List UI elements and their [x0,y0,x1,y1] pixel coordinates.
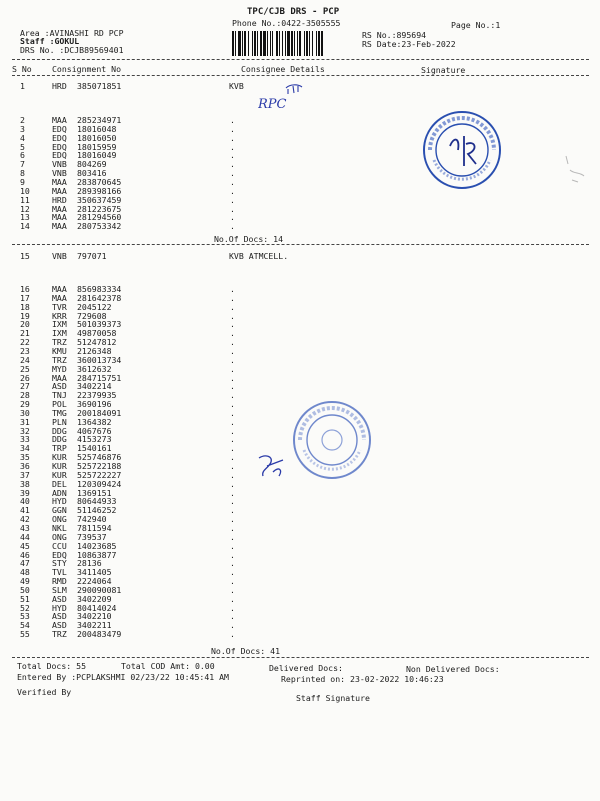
signature-dot: . [230,478,235,489]
divider [12,244,589,245]
row-consignment: 729608 [77,310,107,321]
row-sno: 23 [20,345,30,356]
row-sno: 38 [20,478,30,489]
signature-dot: . [230,620,235,631]
row-sno: 5 [20,141,25,152]
row-consignment: 281223675 [77,203,122,214]
row-code: ASD [52,381,67,392]
row-code: TRZ [52,337,67,348]
row-sno: 30 [20,407,30,418]
row-consignment: 4153273 [77,434,112,445]
row-code: TMG [52,407,67,418]
signature-dot: . [230,434,235,445]
row-code: IXM [52,319,67,330]
barcode [232,31,356,56]
non-delivered-docs: Non Delivered Docs: [406,664,500,674]
phone-number: Phone No.:0422-3505555 [232,18,341,28]
row-sno: 22 [20,337,30,348]
row-sno: 12 [20,203,30,214]
row-sno: 52 [20,602,30,613]
signature-dot: . [230,390,235,401]
row-code: HRD [52,81,67,91]
row-sno: 53 [20,611,30,622]
row-code: HRD [52,194,67,205]
row-code: TRP [52,443,67,454]
divider [12,75,589,76]
row-code: KUR [52,461,67,471]
row-sno: 21 [20,328,30,339]
signature-dot: . [230,558,235,569]
row-consignment: 1540161 [77,443,112,454]
row-code: KUR [52,452,67,463]
row-sno: 40 [20,496,30,507]
row-sno: 13 [20,212,30,223]
rs-number: RS No.:895694 [362,30,427,40]
signature-dot: . [230,593,235,604]
row-consignment: 200184091 [77,407,122,418]
rs-date: RS Date:23-Feb-2022 [362,39,456,49]
row-sno: 8 [20,168,25,179]
row-code: VNB [52,159,67,170]
signature-dot: . [230,461,235,471]
row-sno: 45 [20,540,30,551]
signature-dot: . [230,531,235,542]
total-docs: Total Docs: 55 [17,661,87,671]
row-consignment: 80414024 [77,602,117,613]
row-sno: 20 [20,319,30,330]
total-cod-amount: Total COD Amt: 0.00 [121,661,215,671]
row-sno: 51 [20,593,30,604]
table-row [0,222,600,231]
row-consignment: 3402209 [77,593,112,604]
signature-dot: . [230,203,235,214]
signature-dot: . [230,123,235,134]
row-sno: 55 [20,629,30,640]
row-sno: 48 [20,567,30,578]
row-sno: 54 [20,620,30,631]
row-code: VNB [52,251,67,261]
row-consignment: 14023685 [77,540,117,551]
row-sno: 27 [20,381,30,392]
row-consignment: 3402211 [77,620,112,631]
row-consignment: 200483479 [77,629,122,640]
row-sno: 3 [20,123,25,134]
row-code: EDQ [52,132,67,143]
row-code: ASD [52,611,67,622]
consignee-details: KVB ATMCELL. [229,251,289,261]
verified-by: Verified By [17,687,72,697]
row-sno: 34 [20,443,30,454]
signature-dot: . [230,496,235,507]
column-header-signature: Signature [421,65,466,75]
row-consignment: 4067676 [77,425,112,436]
row-consignment: 360013734 [77,354,122,365]
row-code: HYD [52,602,67,613]
row-sno: 49 [20,576,30,587]
row-consignment: 290090081 [77,584,122,595]
row-consignment: 120309424 [77,478,122,489]
row-sno: 24 [20,354,30,365]
row-code: MAA [52,221,67,232]
page-number: Page No.:1 [451,20,501,30]
signature-dot: . [230,514,235,525]
signature-dot: . [230,522,235,533]
row-code: ASD [52,593,67,604]
divider [12,59,589,60]
entered-by: Entered By :PCPLAKSHMI 02/23/22 10:45:41 AM [17,672,229,682]
signature-dot: . [230,549,235,560]
signature-dot: . [230,611,235,622]
row-sno: 25 [20,363,30,374]
divider [12,657,589,658]
column-header-sno: S No [12,64,32,74]
row-consignment: 804269 [77,159,107,170]
signature-dot: . [230,443,235,454]
row-code: MAA [52,176,67,187]
signature-dot: . [230,159,235,170]
row-sno: 18 [20,301,30,312]
row-code: TRZ [52,354,67,365]
signature-dot: . [230,141,235,152]
row-code: DDG [52,434,67,445]
column-header-consignment: Consignment No [52,64,122,74]
row-consignment: 284715751 [77,372,122,383]
signature-dot: . [230,345,235,356]
row-consignment: 797071 [77,251,107,261]
row-sno: 47 [20,558,30,569]
row-code: VNB [52,168,67,179]
row-code: MAA [52,284,67,294]
row-consignment: 18016049 [77,150,117,161]
row-code: HYD [52,496,67,507]
row-code: SLM [52,584,67,595]
row-consignment: 51146252 [77,505,117,516]
row-consignment: 739537 [77,531,107,542]
column-header-consignee: Consignee Details [241,64,325,74]
row-code: TVL [52,567,67,578]
row-sno: 26 [20,372,30,383]
row-code: POL [52,399,67,410]
signature-dot: . [230,185,235,196]
bank-seal-stamp-top [420,108,504,192]
signature-dot: . [230,576,235,587]
row-consignment: 501039373 [77,319,122,330]
row-consignment: 49870058 [77,328,117,339]
row-sno: 39 [20,487,30,498]
row-consignment: 1364382 [77,416,112,427]
handwritten-rpc-annotation [258,80,318,116]
signature-dot: . [230,416,235,427]
consignee-details: KVB [229,81,244,91]
area-label: Area :AVINASHI RD PCP [20,28,124,38]
row-sno: 46 [20,549,30,560]
row-sno: 37 [20,469,30,480]
row-consignment: 285234971 [77,115,122,125]
row-consignment: 18016048 [77,123,117,134]
row-code: ASD [52,620,67,631]
signature-dot: . [230,540,235,551]
row-code: MAA [52,372,67,383]
table-row [0,252,600,261]
row-code: RMD [52,576,67,587]
signature-dot: . [230,115,235,125]
row-code: ONG [52,531,67,542]
row-code: GGN [52,505,67,516]
row-sno: 17 [20,292,30,303]
row-code: MAA [52,212,67,223]
row-consignment: 283870645 [77,176,122,187]
row-code: STY [52,558,67,569]
row-code: MAA [52,115,67,125]
signature-dot: . [230,487,235,498]
row-consignment: 51247812 [77,337,117,348]
row-sno: 1 [20,81,25,91]
row-sno: 28 [20,390,30,401]
signature-dot: . [230,328,235,339]
barcode-bar [323,31,324,56]
row-consignment: 18016050 [77,132,117,143]
delivered-docs: Delivered Docs: [269,663,343,673]
row-code: TNJ [52,390,67,401]
row-consignment: 742940 [77,514,107,525]
row-sno: 16 [20,284,30,294]
row-code: MAA [52,185,67,196]
row-consignment: 3411405 [77,567,112,578]
row-sno: 7 [20,159,25,170]
row-consignment: 280753342 [77,221,122,232]
row-consignment: 281294560 [77,212,122,223]
row-consignment: 3690196 [77,399,112,410]
signature-dot: . [230,363,235,374]
row-code: KRR [52,310,67,321]
row-code: KMU [52,345,67,356]
row-consignment: 856983334 [77,284,122,294]
row-consignment: 2126348 [77,345,112,356]
staff-signature-label: Staff Signature [296,693,370,703]
signature-dot: . [230,319,235,330]
signature-dot: . [230,567,235,578]
faint-margin-mark [560,150,590,190]
row-consignment: 1369151 [77,487,112,498]
signature-dot: . [230,337,235,348]
row-code: MYD [52,363,67,374]
handwritten-rpc-text: RPC [258,97,287,112]
signature-dot: . [230,132,235,143]
row-consignment: 3402210 [77,611,112,622]
row-consignment: 10863877 [77,549,117,560]
signature-dot: . [230,407,235,418]
row-consignment: 80644933 [77,496,117,507]
row-consignment: 525746876 [77,452,122,463]
row-code: TVR [52,301,67,312]
signature-dot: . [230,176,235,187]
row-code: CCU [52,540,67,551]
signature-dot: . [230,194,235,205]
signature-dot: . [230,354,235,365]
row-sno: 43 [20,522,30,533]
signature-dot: . [230,168,235,179]
row-sno: 36 [20,461,30,471]
row-consignment: 28136 [77,558,102,569]
signature-dot: . [230,221,235,232]
row-consignment: 7811594 [77,522,112,533]
signature-dot: . [230,284,235,294]
row-code: ADN [52,487,67,498]
row-consignment: 385071851 [77,81,122,91]
row-consignment: 525722188 [77,461,122,471]
signature-dot: . [230,310,235,321]
row-consignment: 3402214 [77,381,112,392]
row-sno: 10 [20,185,30,196]
row-code: EDQ [52,123,67,134]
reprinted-on: Reprinted on: 23-02-2022 10:46:23 [281,674,444,684]
row-code: DEL [52,478,67,489]
group-doc-count: No.Of Docs: 14 [214,234,284,244]
row-code: EDQ [52,150,67,161]
row-sno: 4 [20,132,25,143]
row-sno: 14 [20,221,30,232]
row-consignment: 350637459 [77,194,122,205]
row-sno: 33 [20,434,30,445]
row-code: IXM [52,328,67,339]
row-code: EDQ [52,141,67,152]
group-doc-count: No.Of Docs: 41 [211,646,281,656]
signature-dot: . [230,584,235,595]
signature-dot: . [230,301,235,312]
signature-dot: . [230,452,235,463]
document-title: TPC/CJB DRS - PCP [247,7,340,17]
row-sno: 44 [20,531,30,542]
row-sno: 41 [20,505,30,516]
row-consignment: 3612632 [77,363,112,374]
row-consignment: 281642378 [77,292,122,303]
signature-dot: . [230,212,235,223]
handwritten-scribble [255,452,289,480]
row-sno: 2 [20,115,25,125]
row-sno: 6 [20,150,25,161]
row-sno: 15 [20,251,30,261]
signature-dot: . [230,150,235,161]
row-code: TRZ [52,629,67,640]
table-row [0,630,600,639]
signature-dot: . [230,505,235,516]
signature-dot: . [230,292,235,303]
row-code: EDQ [52,549,67,560]
row-sno: 31 [20,416,30,427]
signature-dot: . [230,425,235,436]
row-code: DDG [52,425,67,436]
bank-seal-stamp-middle [290,398,374,482]
row-sno: 11 [20,194,30,205]
row-code: KUR [52,469,67,480]
row-sno: 9 [20,176,25,187]
row-sno: 19 [20,310,30,321]
row-consignment: 22379935 [77,390,117,401]
signature-dot: . [230,372,235,383]
signature-dot: . [230,629,235,640]
row-sno: 42 [20,514,30,525]
row-code: MAA [52,292,67,303]
row-consignment: 803416 [77,168,107,179]
signature-dot: . [230,602,235,613]
row-consignment: 289398166 [77,185,122,196]
staff-label: Staff :GOKUL [20,36,80,46]
signature-dot: . [230,469,235,480]
drs-number: DRS No. :DCJB89569401 [20,45,124,55]
signature-dot: . [230,381,235,392]
row-sno: 32 [20,425,30,436]
row-sno: 50 [20,584,30,595]
row-sno: 29 [20,399,30,410]
row-consignment: 2045122 [77,301,112,312]
row-code: MAA [52,203,67,214]
row-consignment: 525722227 [77,469,122,480]
row-code: PLN [52,416,67,427]
row-code: NKL [52,522,67,533]
row-code: ONG [52,514,67,525]
signature-dot: . [230,399,235,410]
row-consignment: 18015959 [77,141,117,152]
row-consignment: 2224064 [77,576,112,587]
row-sno: 35 [20,452,30,463]
